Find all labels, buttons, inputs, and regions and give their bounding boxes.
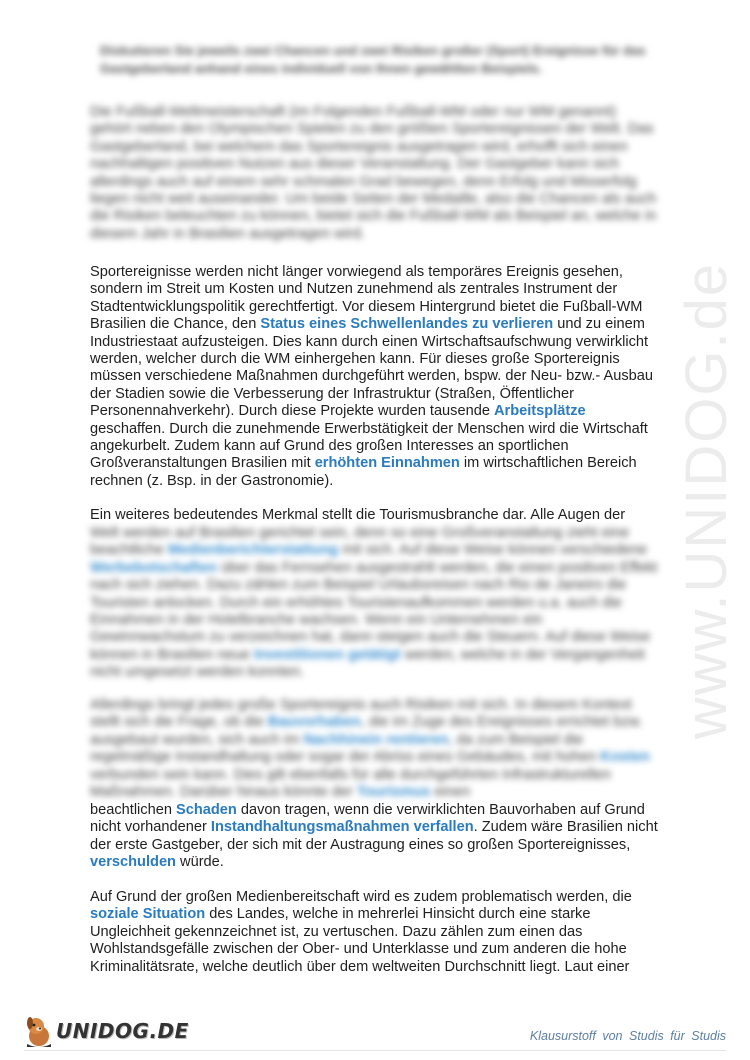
watermark: www.UNIDOG.de: [674, 261, 740, 739]
paragraph-1: Die Fußball-Weltmeisterschaft (im Folgenden Fußball-WM oder nur WM genannt) gehört neben den Olympischen Spielen zu den größten Sportereignissen der Welt. Das Gastgeberland, bei welchem das Sportereignis ausgetragen wird, erhofft sich einen nachhaltigen positiven Nutzen aus dieser Veranstaltung. Der Gastgeber kann sich allerdings auch auf einem sehr schmalen Grad bewegen, denn Erfolg und Misserfolg liegen nicht weit auseinander. Um beide Seiten der Medaille, also die Chancen als auch die Risiken beleuchten zu können, bietet sich die Fußball-WM als Beispiel an, welche in diesem Jahr in Brasilien ausgetragen wird.: [90, 104, 657, 242]
highlight-term: Status eines Schwellenlandes zu verlieren: [260, 316, 554, 333]
highlight-term: Instandhaltungsmaßnahmen verfallen: [210, 819, 474, 836]
paragraph-3: Welt werden auf Brasilien gerichtet sein, denn so eine Großveranstaltung zieht eine beachtliche Medienberichterstattung mit sich. Auf diese Weise können verschiedene Werbebotschaften über das Fernsehen ausgestrahlt werden, die einen positiven Effekt nach sich ziehen. Dazu zählen zum Beispiel Urlaubsreisen nach Rio de Janeiro die Touristen anlocken. Durch ein erhöhtes Touristenaufkommen werden u.a. auch die Einnahmen in der Hotelbranche wachsen. Wenn ein Unternehmen ein Gewinnwachstum zu verzeichnen hat, dann steigen auch die Steuern. Auf diese Weise können in Brasilien neue Investitionen getätigt werden, welche in der Vergangenheit nicht umgesetzt werden konnten.: [90, 525, 658, 681]
paragraph-3-first-line: Ein weiteres bedeutendes Merkmal stellt die Tourismusbranche dar. Alle Augen der: [90, 507, 626, 523]
highlight-term: Bauvorhaben: [267, 714, 361, 731]
unidog-brand-text: UNIDOG.DE: [56, 1019, 189, 1043]
footer-slogan: Klausurstoff von Studis für Studis: [529, 1029, 726, 1043]
footer-divider: [24, 1050, 726, 1051]
highlight-term: Nachhinein rentieren: [303, 731, 449, 748]
dog-mascot-icon: [24, 1014, 54, 1048]
highlight-term: Investitionen getätigt: [253, 646, 401, 663]
paragraph-4-blurred: Allerdings bringt jedes große Sportereignis auch Risiken mit sich. In diesem Kontext stellt sich die Frage, ob die Bauvorhaben, die im Zuge des Ereignisses errichtet bzw. ausgebaut wurden, sich auch im Nachhinein rentieren, da zum Beispiel die regelmäßige Instandhaltung oder sogar der Abriss eines Gebäudes, mit hohen Kosten verbunden sein kann. Dies gilt ebenfalls für alle durchgeführten Infrastrukturellen Maßnahmen. Darüber hinaus könnte der Tourismus einen: [90, 697, 650, 801]
highlight-term: Schaden: [176, 802, 237, 818]
highlight-term: Werbebotschaften: [90, 559, 218, 576]
highlight-term: Kosten: [600, 749, 650, 766]
highlight-term: Medienberichterstattung: [167, 542, 339, 559]
highlight-term: verschulden: [90, 854, 176, 871]
paragraph-2: Sportereignisse werden nicht länger vorwiegend als temporäres Ereignis gesehen, sondern im Streit um Kosten und Nutzen zunehmend als zentrales Instrument der Stadtentwicklungspolitik gerechtfertigt. Vor diesem Hintergrund bietet die Fußball-WM Brasilien die Chance, den Status eines Schwellenlandes zu verlieren und zu einem Industriestaat aufzusteigen. Dies kann durch einen Wirtschaftsaufschwung verwirklicht werden, welcher durch die WM einhergehen kann. Für dieses große Sportereignis müssen verschiedene Maßnahmen durchgeführt werden, bspw. der Neu- bzw.- Ausbau der Stadien sowie die Verbesserung der Infrastruktur (Straßen, Öffentlicher Personennahverkehr). Durch diese Projekte wurden tausende Arbeitsplätze geschaffen. Durch die zunehmende Erwerbstätigkeit der Menschen wird die Wirtschaft angekurbelt. Zudem kann auf Grund des großen Interesses an sportlichen Großveranstaltungen Brasilien mit erhöhten Einnahmen im wirtschaftlichen Bereich rechnen (z. Bsp. in der Gastronomie).: [90, 264, 653, 489]
unidog-logo[interactable]: [24, 1013, 189, 1049]
highlight-term: Arbeitsplätze: [494, 403, 586, 420]
paragraph-4: beachtlichen Schaden davon tragen, wenn die verwirklichten Bauvorhaben auf Grund nicht vorhandener Instandhaltungsmaßnahmen verfallen. Zudem wäre Brasilien nicht der erste Gastgeber, der sich mit der Austragung eines so großen Sportereignisses, verschulden würde.: [90, 802, 658, 871]
task-prompt: Diskutieren Sie jeweils zwei Chancen und zwei Risiken großer (Sport) Ereignisse für das Gastgeberland anhand eines individuell von Ihnen gewählten Beispiels.: [100, 43, 646, 76]
highlight-term: erhöhten Einnahmen: [314, 455, 460, 472]
highlight-term: Tourismus: [356, 784, 431, 801]
highlight-term: soziale Situation: [90, 906, 206, 923]
paragraph-5: Auf Grund der großen Medienbereitschaft wird es zudem problematisch werden, die soziale Situation des Landes, welche in mehrerlei Hinsicht durch eine starke Ungleichheit gekennzeichnet ist, zu vertuschen. Dazu zählen zum einen das Wohlstandsgefälle zwischen der Ober- und Unterklasse und zum anderen die hohe Kriminalitätsrate, welche deutlich über dem weltweiten Durchschnitt liegt. Laut einer: [90, 889, 632, 975]
